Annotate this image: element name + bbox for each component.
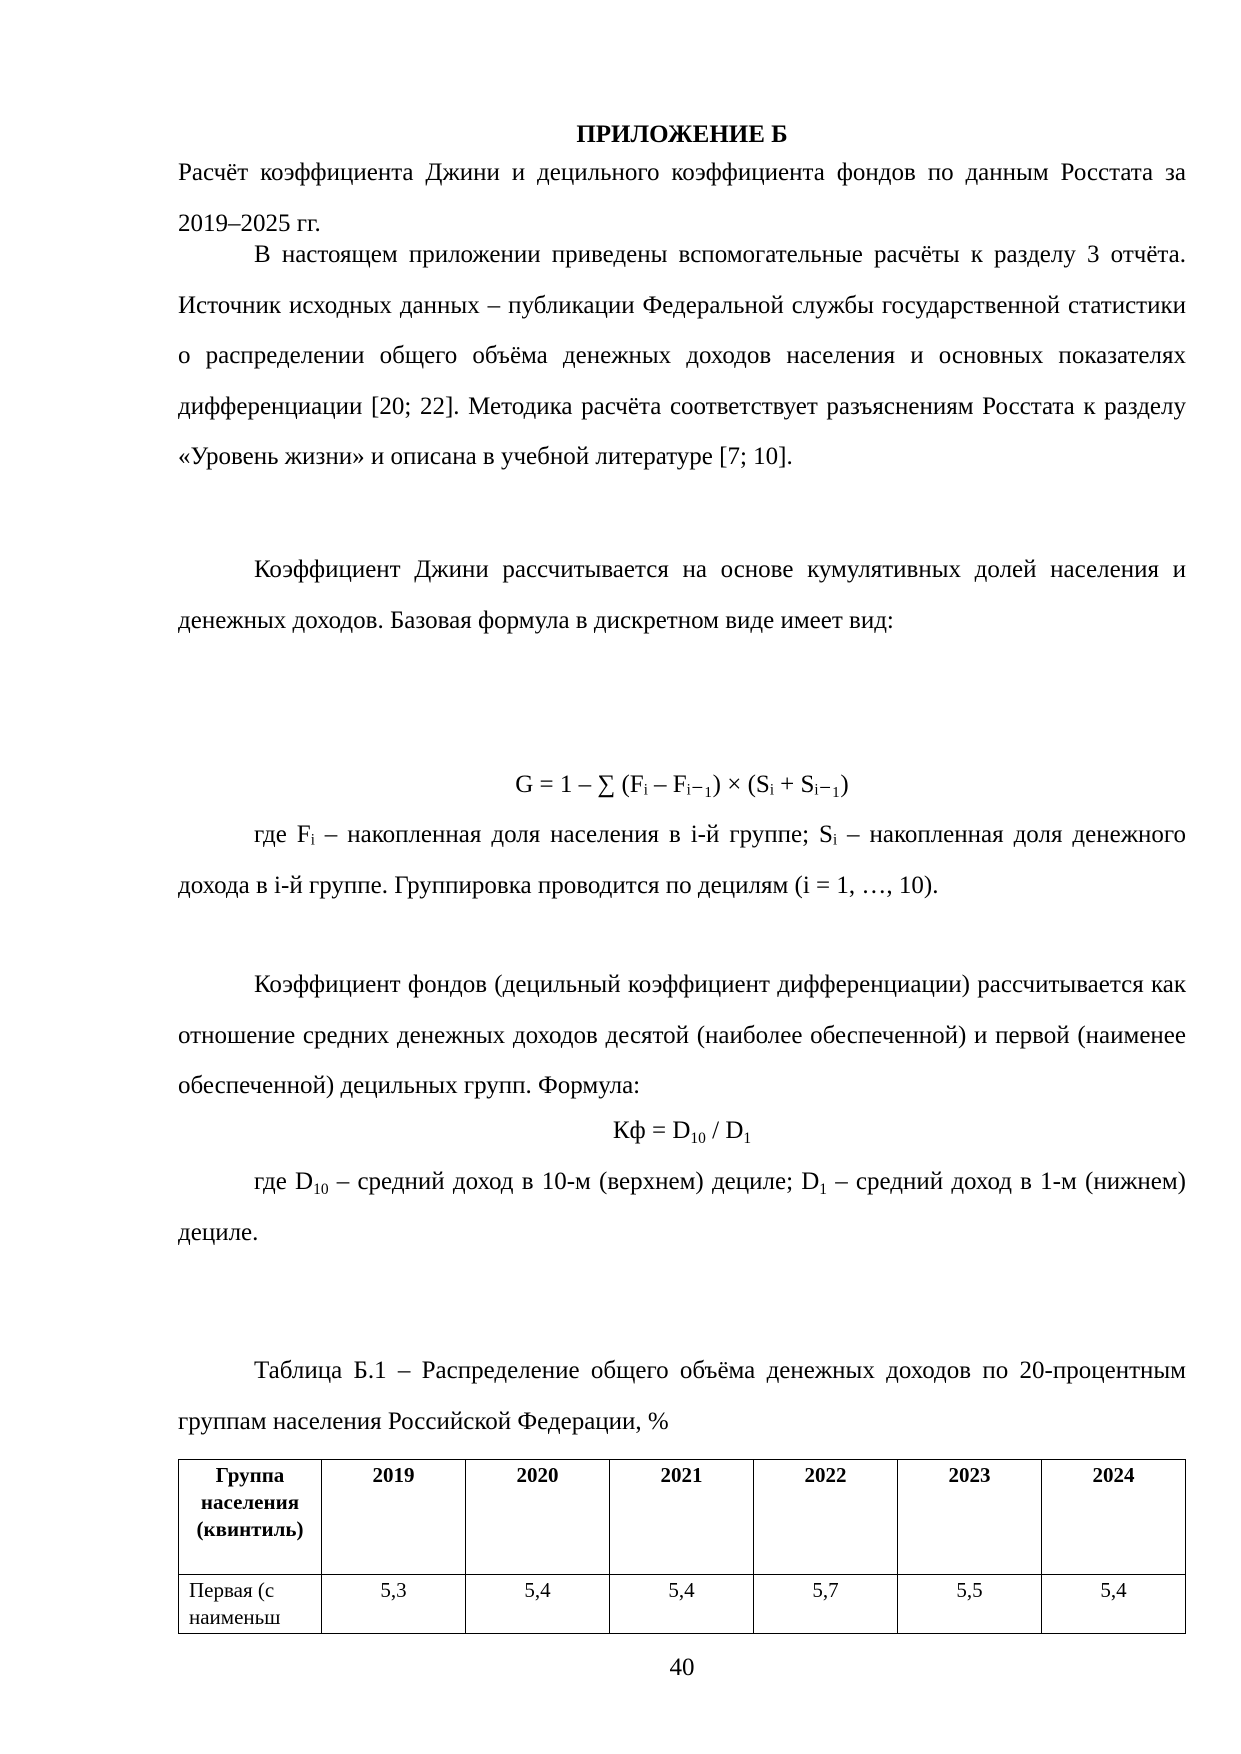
row-label: Первая (с наименьш (179, 1575, 322, 1634)
table-cell: 5,4 (466, 1575, 610, 1634)
header-year: 2021 (610, 1460, 754, 1575)
funds-where-part1: где D (254, 1168, 314, 1195)
funds-formula-sub-bottom: 1 (743, 1130, 752, 1148)
gini-basis-paragraph: Коэффициент Джини рассчитывается на основе кумулятивных долей населения и денежных доходов. Базовая формула в дискретном виде имеет вид: (178, 556, 1186, 634)
funds-formula-mid: / D (705, 1117, 744, 1144)
intro-paragraph: В настоящем приложении приведены вспомогательные расчёты к разделу 3 отчёта. Источник исходных данных – публикации Федеральной службы государственной статистики о распределении общего объёма денежных доходов населения и основных показателях дифференциации [20; 22]. Методика расчёта соответствует разъяснениям Росстата к разделу «Уровень жизни» и описана в учебной литературе [7; 10]. (178, 241, 1186, 471)
funds-where-sub1: 10 (313, 1181, 329, 1199)
header-year: 2020 (466, 1460, 610, 1575)
table-cell: 5,4 (610, 1575, 754, 1634)
funds-where-paragraph (178, 1157, 1186, 1258)
table-cell: 5,3 (322, 1575, 466, 1634)
table-cell: 5,5 (898, 1575, 1042, 1634)
table-row (179, 1575, 1186, 1634)
header-year: 2019 (322, 1460, 466, 1575)
table-cell: 5,4 (1042, 1575, 1186, 1634)
header-year: 2023 (898, 1460, 1042, 1575)
table-header-row (179, 1460, 1186, 1575)
header-year: 2022 (754, 1460, 898, 1575)
header-year: 2024 (1042, 1460, 1186, 1575)
gini-where-paragraph: где Fᵢ – накопленная доля населения в i-й группе; Sᵢ – накопленная доля денежного дохода в i-й группе. Группировка проводится по децилям (i = 1, …, 10). (178, 821, 1186, 899)
funds-formula-sub-top: 10 (690, 1130, 706, 1148)
income-distribution-table (178, 1459, 1186, 1634)
funds-formula-lhs: Кф = D (612, 1117, 691, 1144)
funds-where-sub2: 1 (819, 1181, 828, 1199)
funds-where-part2: – средний доход в 10-м (верхнем) дециле; D (328, 1168, 820, 1195)
funds-formula (178, 1111, 1186, 1151)
page-number: 40 (669, 1654, 695, 1681)
table-cell: 5,7 (754, 1575, 898, 1634)
appendix-subtitle: Расчёт коэффициента Джини и децильного коэффициента фондов по данным Росстата за 2019–2025 гг. (178, 159, 1186, 237)
table-caption: Таблица Б.1 – Распределение общего объёма денежных доходов по 20-процентным группам населения Российской Федерации, % (178, 1357, 1186, 1435)
funds-basis-paragraph: Коэффициент фондов (децильный коэффициент дифференциации) рассчитывается как отношение средних денежных доходов десятой (наиболее обеспеченной) и первой (наименее обеспеченной) децильных групп. Формула: (178, 971, 1186, 1100)
gini-formula: G = 1 – ∑ (Fᵢ – Fᵢ₋₁) × (Sᵢ + Sᵢ₋₁) (515, 771, 849, 798)
funds-where-part3: – средний доход в 1-м (нижнем) дециле. (178, 1168, 1186, 1246)
appendix-title: ПРИЛОЖЕНИЕ Б (576, 121, 788, 148)
header-group: Группа населения (квинтиль) (179, 1460, 322, 1575)
